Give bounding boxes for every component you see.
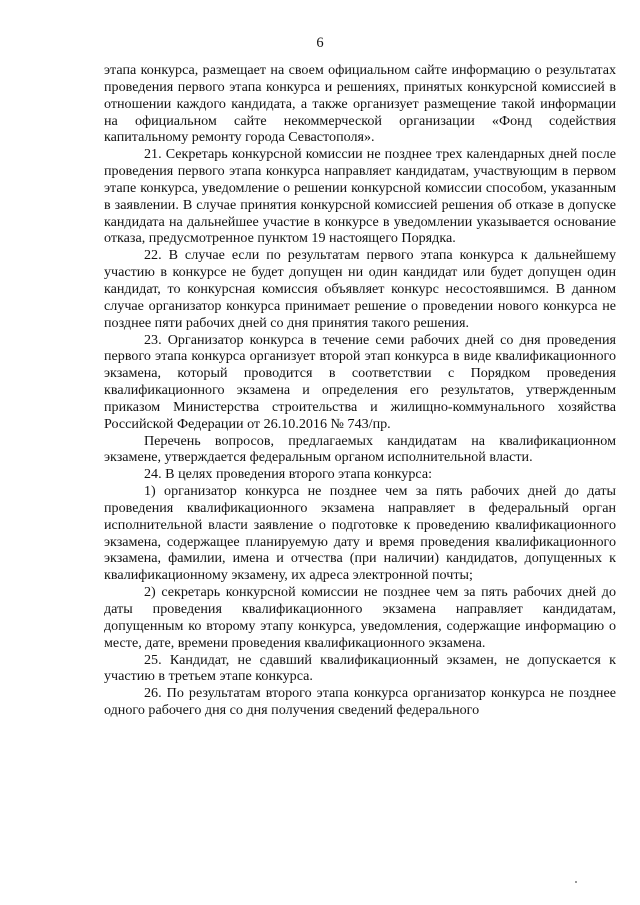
document-body — [104, 62, 616, 719]
paragraph-item-23: 23. Организатор конкурса в течение семи рабочих дней со дня проведения первого этапа конкурса организует второй этап конкурса в виде квалификационного экзамена, который проводится в соответствии с Порядком проведения квалификационного экзамена и определения его результатов, утвержденным приказом Министерства строительства и жилищно-коммунального хозяйства Российской Федерации от 26.10.2016 № 743/пр. — [104, 331, 616, 432]
page-number: 6 — [316, 35, 324, 51]
paragraph-item-24: 24. В целях проведения второго этапа конкурса: — [144, 466, 432, 483]
paragraph-item-21: 21. Секретарь конкурсной комиссии не позднее трех календарных дней после проведения первого этапа конкурса направляет кандидатам, участвующим в первом этапе конкурса, уведомление о решении конкурсной комиссии способом, указанным в заявлении. В случае принятия конкурсной комиссией решения об отказе в допуске кандидата на дальнейшее участие в конкурсе в уведомлении указывается основание отказа, предусмотренное пунктом 19 настоящего Порядка. — [104, 146, 616, 247]
paragraph-item-24-subitem-1: 1) организатор конкурса не позднее чем за пять рабочих дней до даты проведения квалификационного экзамена направляет в федеральный орган исполнительной власти заявление о подготовке к проведению квалификационного экзамена, содержащее планируемую дату и время проведения квалификационного экзамена, фамилии, имена и отчества (при наличии) кандидатов, допущенных к квалификационному экзамену, их адреса электронной почты; — [104, 483, 616, 584]
scan-artifact — [575, 881, 577, 883]
paragraph-questions-list: Перечень вопросов, предлагаемых кандидатам на квалификационном экзамене, утверждается федеральным органом исполнительной власти. — [104, 432, 616, 466]
paragraph-item-26: 26. По результатам второго этапа конкурса организатор конкурса не позднее одного рабочего дня со дня получения сведений федерального — [104, 685, 616, 719]
paragraph-item-25: 25. Кандидат, не сдавший квалификационный экзамен, не допускается к участию в третьем этапе конкурса. — [104, 651, 616, 685]
paragraph-item-22: 22. В случае если по результатам первого этапа конкурса к дальнейшему участию в конкурсе не будет допущен ни один кандидат или будет допущен один кандидат, то конкурсная комиссия объявляет конкурс несостоявшимся. В данном случае организатор конкурса принимает решение о проведении нового конкурса не позднее пяти рабочих дней со дня принятия такого решения. — [104, 247, 616, 331]
paragraph-continuation: этапа конкурса, размещает на своем официальном сайте информацию о результатах проведения первого этапа конкурса и решениях, принятых конкурсной комиссией в отношении каждого кандидата, а также организует размещение такой информации на официальном сайте некоммерческой организации «Фонд содействия капитальному ремонту города Севастополя». — [104, 62, 616, 146]
paragraph-item-24-subitem-2: 2) секретарь конкурсной комиссии не позднее чем за пять рабочих дней до даты проведения квалификационного экзамена направляет кандидатам, допущенным ко второму этапу конкурса, уведомления, содержащие информацию о месте, дате, времени проведения квалификационного экзамена. — [104, 584, 616, 651]
